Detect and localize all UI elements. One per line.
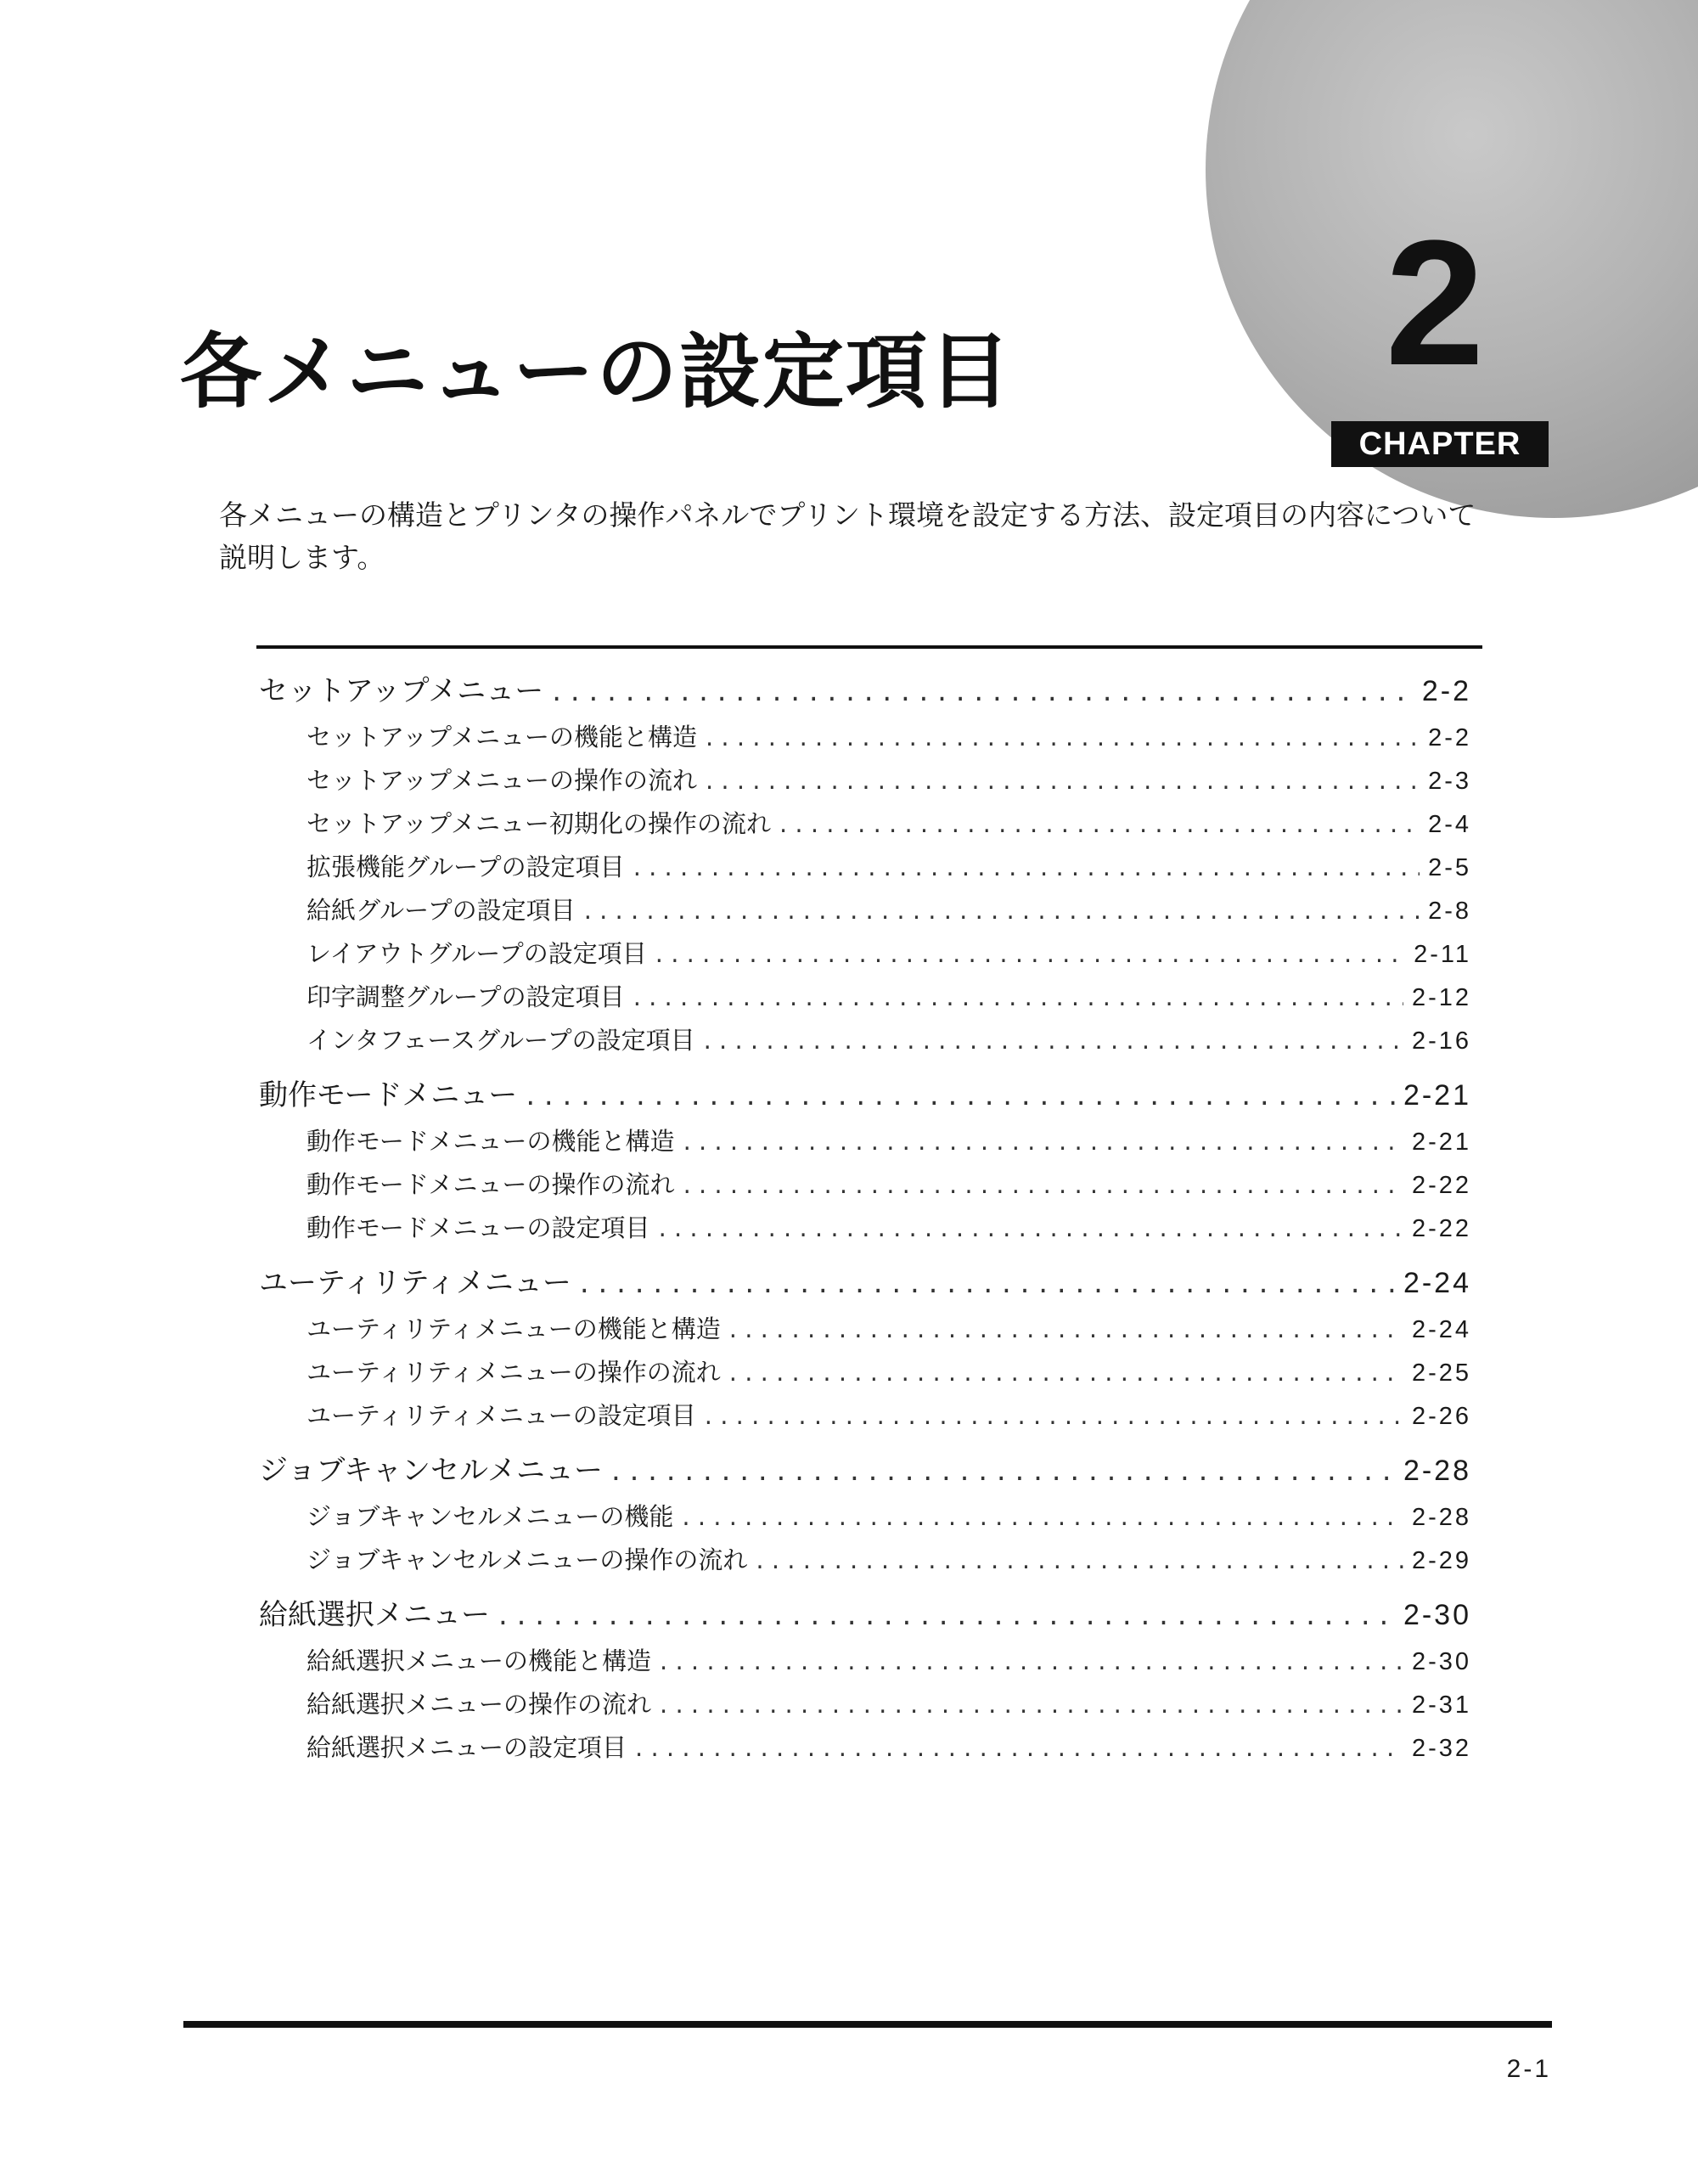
- toc-leader-dots: [633, 846, 1420, 889]
- toc-entry-page: 2-12: [1411, 984, 1471, 1011]
- toc-section-entry[interactable]: [259, 1258, 1471, 1308]
- toc-entry-label: セットアップメニューの機能と構造: [306, 723, 697, 751]
- toc-entry-label: 給紙選択メニューの設定項目: [306, 1733, 627, 1762]
- toc-entry-page: 2-29: [1411, 1547, 1471, 1574]
- toc-leader-dots: [659, 1207, 1403, 1250]
- toc-leader-dots: [683, 1163, 1403, 1207]
- toc-entry-page: 2-32: [1411, 1735, 1471, 1762]
- toc-section: [259, 1590, 1471, 1770]
- toc-leader-dots: [498, 1590, 1395, 1640]
- toc-entry-page: 2-16: [1411, 1027, 1471, 1055]
- toc-entry-label: レイアウトグループの設定項目: [306, 939, 647, 968]
- toc-leader-dots: [779, 802, 1420, 846]
- chapter-number: 2: [1385, 203, 1485, 402]
- toc-entry-page: 2-5: [1428, 854, 1471, 881]
- toc-entry-page: 2-3: [1428, 768, 1471, 795]
- toc-leader-dots: [660, 1683, 1403, 1726]
- toc-entry-label: ユーティリティメニュー: [259, 1266, 571, 1300]
- toc-entry-page: 2-22: [1411, 1215, 1471, 1242]
- toc-subsection-entry[interactable]: [259, 1495, 1471, 1539]
- toc-entry-page: 2-2: [1421, 675, 1471, 707]
- toc-subsection-entry[interactable]: [259, 1539, 1471, 1582]
- toc-subsection-entry[interactable]: [259, 1207, 1471, 1250]
- toc-entry-label: セットアップメニュー初期化の操作の流れ: [306, 809, 771, 838]
- toc-leader-dots: [580, 1258, 1395, 1308]
- toc-leader-dots: [756, 1539, 1403, 1582]
- toc-subsection-entry[interactable]: [259, 1163, 1471, 1207]
- toc-entry-label: 給紙選択メニューの操作の流れ: [306, 1690, 652, 1719]
- toc-section: [259, 1446, 1471, 1582]
- toc-section-entry[interactable]: [259, 1446, 1471, 1495]
- toc-section: [259, 1258, 1471, 1438]
- toc-subsection-entry[interactable]: [259, 1308, 1471, 1351]
- toc-section-entry[interactable]: [259, 1590, 1471, 1640]
- toc-section-entry[interactable]: [259, 667, 1471, 716]
- toc-leader-dots: [552, 667, 1414, 716]
- toc-subsection-entry[interactable]: [259, 1120, 1471, 1163]
- toc-subsection-entry[interactable]: [259, 716, 1471, 759]
- chapter-label: CHAPTER: [1331, 421, 1549, 467]
- toc-subsection-entry[interactable]: [259, 1726, 1471, 1770]
- toc-entry-page: 2-30: [1411, 1648, 1471, 1675]
- table-of-contents: [259, 667, 1471, 1770]
- toc-entry-page: 2-25: [1411, 1359, 1471, 1387]
- toc-entry-label: 動作モードメニューの設定項目: [306, 1213, 650, 1242]
- toc-entry-label: 動作モードメニュー: [259, 1078, 518, 1112]
- toc-entry-page: 2-4: [1428, 811, 1471, 838]
- toc-entry-page: 2-22: [1411, 1172, 1471, 1199]
- toc-leader-dots: [729, 1308, 1403, 1351]
- toc-leader-dots: [635, 1726, 1403, 1770]
- toc-subsection-entry[interactable]: [259, 1019, 1471, 1062]
- toc-entry-page: 2-2: [1428, 724, 1471, 751]
- toc-entry-label: ジョブキャンセルメニューの操作の流れ: [306, 1545, 748, 1574]
- toc-subsection-entry[interactable]: [259, 1683, 1471, 1726]
- toc-entry-page: 2-28: [1411, 1504, 1471, 1531]
- toc-subsection-entry[interactable]: [259, 802, 1471, 846]
- toc-entry-page: 2-24: [1403, 1267, 1471, 1299]
- toc-top-rule: [256, 645, 1482, 649]
- toc-entry-label: ジョブキャンセルメニューの機能: [306, 1502, 674, 1531]
- toc-entry-page: 2-11: [1414, 941, 1471, 968]
- toc-entry-page: 2-31: [1411, 1691, 1471, 1719]
- toc-entry-label: セットアップメニューの操作の流れ: [306, 766, 697, 795]
- page-title: 各メニューの設定項目: [180, 324, 1012, 419]
- toc-entry-label: 給紙選択メニュー: [259, 1598, 490, 1632]
- toc-entry-label: ユーティリティメニューの設定項目: [306, 1401, 696, 1430]
- toc-leader-dots: [706, 759, 1420, 802]
- page-number: 2-1: [1506, 2055, 1551, 2083]
- toc-leader-dots: [705, 1394, 1403, 1438]
- footer-rule: [183, 2021, 1552, 2028]
- toc-entry-label: 動作モードメニューの機能と構造: [306, 1127, 675, 1156]
- toc-leader-dots: [660, 1640, 1403, 1683]
- toc-subsection-entry[interactable]: [259, 759, 1471, 802]
- toc-leader-dots: [611, 1446, 1395, 1495]
- toc-entry-page: 2-24: [1411, 1316, 1471, 1343]
- toc-leader-dots: [526, 1071, 1395, 1120]
- toc-section: [259, 1071, 1471, 1250]
- toc-entry-label: ジョブキャンセルメニュー: [259, 1454, 603, 1488]
- toc-entry-label: ユーティリティメニューの機能と構造: [306, 1314, 721, 1343]
- toc-entry-label: ユーティリティメニューの操作の流れ: [306, 1358, 721, 1387]
- toc-entry-page: 2-21: [1411, 1129, 1471, 1156]
- toc-leader-dots: [729, 1351, 1403, 1394]
- toc-section-entry[interactable]: [259, 1071, 1471, 1120]
- toc-entry-label: インタフェースグループの設定項目: [306, 1026, 695, 1055]
- intro-paragraph: 各メニューの構造とプリンタの操作パネルでプリント環境を設定する方法、設定項目の内容について説明します。: [219, 498, 1476, 574]
- toc-leader-dots: [683, 1120, 1403, 1163]
- toc-subsection-entry[interactable]: [259, 889, 1471, 932]
- toc-leader-dots: [633, 976, 1403, 1019]
- toc-entry-label: 給紙グループの設定項目: [306, 896, 576, 925]
- toc-leader-dots: [655, 932, 1405, 976]
- toc-subsection-entry[interactable]: [259, 932, 1471, 976]
- toc-entry-label: 印字調整グループの設定項目: [306, 982, 625, 1011]
- toc-entry-label: 動作モードメニューの操作の流れ: [306, 1170, 675, 1199]
- toc-leader-dots: [704, 1019, 1403, 1062]
- toc-entry-page: 2-30: [1403, 1599, 1471, 1631]
- toc-entry-page: 2-28: [1403, 1455, 1471, 1487]
- toc-entry-label: 給紙選択メニューの機能と構造: [306, 1646, 652, 1675]
- toc-entry-page: 2-21: [1403, 1079, 1471, 1112]
- toc-subsection-entry[interactable]: [259, 1351, 1471, 1394]
- toc-subsection-entry[interactable]: [259, 976, 1471, 1019]
- toc-entry-label: セットアップメニュー: [259, 674, 544, 708]
- toc-entry-page: 2-8: [1428, 898, 1471, 925]
- toc-subsection-entry[interactable]: [259, 1394, 1471, 1438]
- toc-subsection-entry[interactable]: [259, 1640, 1471, 1683]
- toc-leader-dots: [682, 1495, 1403, 1539]
- toc-subsection-entry[interactable]: [259, 846, 1471, 889]
- toc-leader-dots: [706, 716, 1420, 759]
- toc-section: [259, 667, 1471, 1062]
- toc-entry-page: 2-26: [1411, 1403, 1471, 1430]
- toc-entry-label: 拡張機能グループの設定項目: [306, 853, 625, 881]
- toc-leader-dots: [584, 889, 1420, 932]
